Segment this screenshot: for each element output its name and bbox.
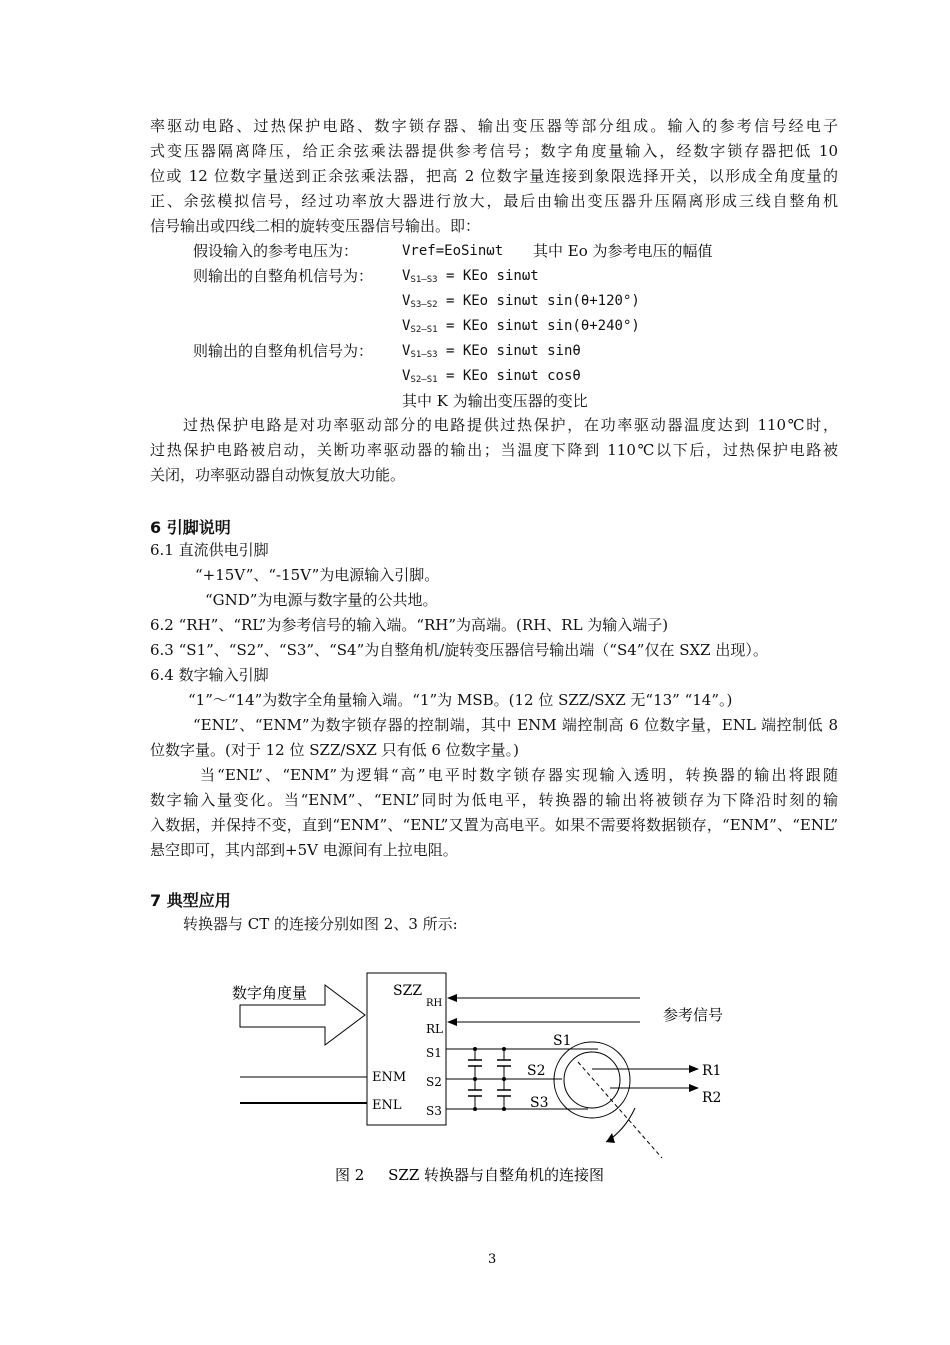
- equation-3: $V_{S2—S1}$ = KEo sinωt sin(θ+240°): [402, 318, 640, 335]
- reference-signal-label: 参考信号: [663, 1006, 724, 1024]
- intro-line-2: 式变压器隔离降压，给正余弦乘法器提供参考信号；数字角度量输入，经数字锁存器把低 10: [150, 142, 838, 160]
- section-6-title: 6 引脚说明: [150, 518, 231, 537]
- section-6-4-line-4: 当“ENL”、“ENM”为逻辑“高”电平时数字锁存器实现输入透明，转换器的输出将跟随: [200, 766, 838, 784]
- pin-enm: ENM: [372, 1070, 407, 1085]
- intro-line-4: 正、余弦模拟信号，经过功率放大器进行放大，最后由输出变压器升压隔离形成三线自整角机: [150, 192, 838, 210]
- section-6-4-line-1: “1”～“14”为数字全角量输入端。“1”为 MSB。(12 位 SZZ/SXZ 无“13” “14”。): [188, 691, 733, 709]
- digital-input-label: 数字角度量: [232, 984, 308, 1002]
- pin-s3: S3: [426, 1104, 442, 1118]
- overheat-line-2: 过热保护电路被启动，关断功率驱动器的输出；当温度下降到 110℃以下后，过热保护电路被: [150, 441, 838, 459]
- output-r2-label: R2: [702, 1090, 722, 1106]
- wire-s3-label: S3: [530, 1095, 549, 1111]
- section-6-2: 6.2 “RH”、“RL”为参考信号的输入端。“RH”为高端。(RH、RL 为输入端子): [150, 616, 669, 634]
- section-7-title: 7 典型应用: [150, 891, 231, 910]
- section-6-3: 6.3 “S1”、“S2”、“S3”、“S4”为自整角机/旋转变压器信号输出端（“S4”仅在 SXZ 出现）。: [150, 641, 768, 659]
- vref-note: 其中 Eo 为参考电压的幅值: [533, 242, 713, 260]
- output-label-1: 则输出的自整角机信号为：: [193, 267, 374, 285]
- figure-caption: 图 2 SZZ 转换器与自整角机的连接图: [335, 1166, 605, 1184]
- pin-rh: RH: [426, 998, 443, 1009]
- page-number: 3: [488, 1252, 497, 1267]
- k-note: 其中 K 为输出变压器的变比: [402, 392, 588, 410]
- intro-line-1: 率驱动电路、过热保护电路、数字锁存器、输出变压器等部分组成。输入的参考信号经电子: [150, 117, 838, 135]
- section-6-4-line-3: 位数字量。(对于 12 位 SZZ/SXZ 只有低 6 位数字量。): [150, 741, 519, 759]
- rotation-arrowhead: [606, 1133, 615, 1143]
- wire-s1-label: S1: [553, 1033, 572, 1049]
- section-6-1-title: 6.1 直流供电引脚: [150, 541, 269, 559]
- pin-s1: S1: [426, 1046, 442, 1060]
- equation-2: $V_{S3—S2}$ = KEo sinωt sin(θ+120°): [402, 293, 640, 310]
- output-label-2: 则输出的自整角机信号为：: [193, 342, 374, 360]
- section-6-1-line-1: “+15V”、“-15V”为电源输入引脚。: [195, 566, 440, 584]
- overheat-line-1: 过热保护电路是对功率驱动部分的电路提供过热保护，在功率驱动器温度达到 110℃时，: [183, 416, 838, 434]
- section-6-4-line-5: 数字输入量变化。当“ENM”、“ENL”同时为低电平，转换器的输出将被锁存为下降沿时刻的输: [150, 791, 838, 809]
- output-r1-label: R1: [702, 1063, 722, 1079]
- equation-1: $V_{S1—S3}$ = KEo sinωt: [402, 268, 539, 285]
- synchro-rotor: [564, 1052, 620, 1108]
- pin-enl: ENL: [372, 1098, 402, 1113]
- intro-line-3: 位或 12 位数字量送到正余弦乘法器，把高 2 位数字量连接到象限选择开关，以形成全角度量的: [150, 167, 838, 185]
- assume-label: 假设输入的参考电压为：: [193, 242, 359, 260]
- equation-5: $V_{S2—S1}$ = KEo sinωt cosθ: [402, 368, 581, 385]
- section-6-4-line-7: 悬空即可，其内部到+5V 电源间有上拉电阻。: [150, 841, 458, 859]
- chip-label: SZZ: [393, 983, 423, 999]
- intro-line-5: 信号输出或四线二相的旋转变压器信号输出。即：: [150, 217, 481, 235]
- synchro-stator: [554, 1042, 630, 1118]
- section-6-1-line-2: “GND”为电源与数字量的公共地。: [205, 591, 438, 609]
- wire-s2-label: S2: [527, 1063, 546, 1079]
- section-7-intro: 转换器与 CT 的连接分别如图 2、3 所示:: [183, 915, 458, 933]
- vref-formula: Vref=EoSinωt: [402, 243, 504, 259]
- section-6-4-title: 6.4 数字输入引脚: [150, 666, 269, 684]
- overheat-line-3: 关闭，功率驱动器自动恢复放大功能。: [150, 466, 406, 484]
- equation-4: $V_{S1—S3}$ = KEo sinωt sinθ: [402, 343, 581, 360]
- pin-rl: RL: [426, 1022, 444, 1036]
- section-6-4-line-6: 入数据，并保持不变，直到“ENM”、“ENL”又置为高电平。如果不需要将数据锁存，“ENM”、“ENL”: [150, 816, 838, 834]
- pin-s2: S2: [426, 1075, 442, 1089]
- section-6-4-line-2: “ENL”、“ENM”为数字锁存器的控制端，其中 ENM 端控制高 6 位数字量，ENL 端控制低 8: [193, 716, 838, 734]
